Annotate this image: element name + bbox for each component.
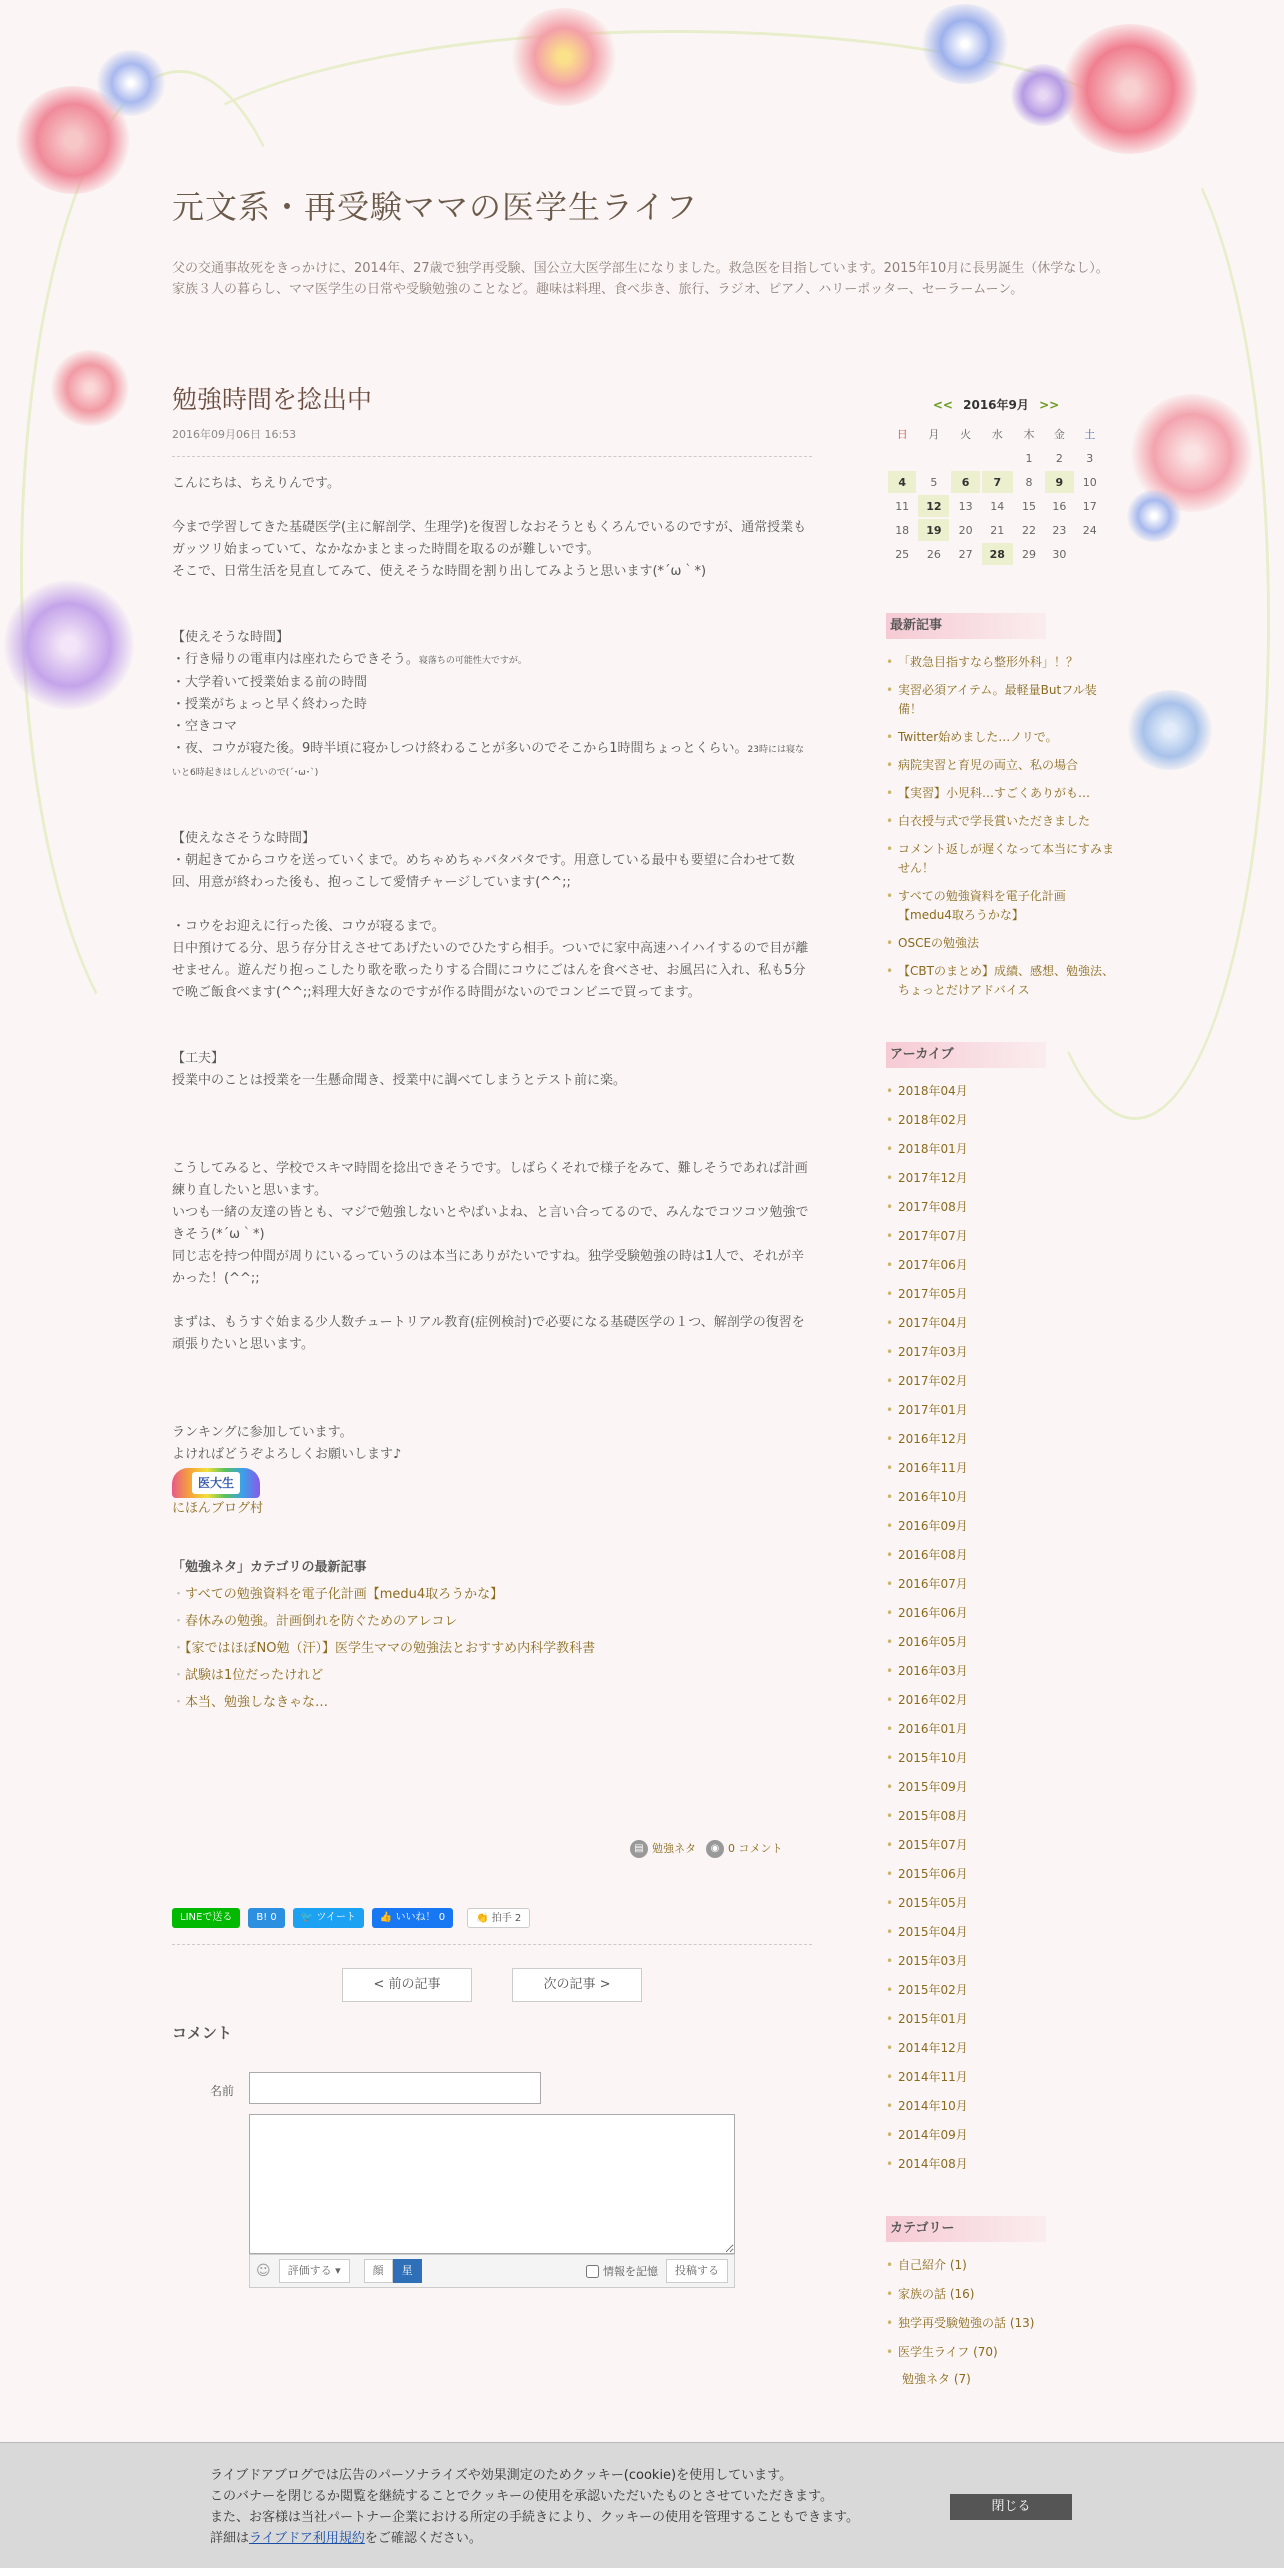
calendar-day: 16 [1052,499,1067,513]
recent-post-link[interactable]: 【実習】小児科…すごくありがも… [898,786,1091,800]
flower-decoration [96,50,166,116]
calendar-day[interactable]: 12 [918,495,949,517]
archive-link[interactable]: 2017年04月 [898,1316,968,1330]
cookie-text: ライブドアブログでは広告のパーソナライズや効果測定のためクッキー(cookie)を使用しています。 このバナーを閉じるか閲覧を継続することでクッキーの使用を承認いただいたものとさせていただきます。 また、お客様は当社パートナー企業における所定の手続きにより、クッキーの使用を管理することもできます。 詳細はライブドア利用規約をご確認ください。 [210,2468,859,2546]
archive-link[interactable]: 2016年12月 [898,1432,968,1446]
calendar-weekday: 水 [991,428,1003,441]
flower-decoration [50,350,130,426]
archive-item [886,1546,1116,1565]
subcategory-link[interactable]: 勉強ネタ (7) [902,2372,971,2386]
note: 寝落ちの可能性大ですが。 [418,656,527,666]
related-link[interactable]: すべての勉強資料を電子化計画【medu4取ろうかな】 [185,1587,504,1602]
list-item: ・コウをお迎えに行った後、コウが寝るまで。 日中預けてる分、思う存分甘えさせてあげたいのでひたすら相手。ついでに家中高速ハイハイするので目が離せません。遊んだり抱っこしたり歌を歌ったりする合間にコウにごはんを食べさせ、お風呂に入れ、私も5分で晩ご飯食べます(^^;;料理大好きなのですが作る時間がないのでコンビニで買ってます。 [172,919,809,1000]
calendar-day [951,447,979,469]
entry-body [172,473,812,1520]
archive-item [886,1836,1116,1855]
archive-item [886,1430,1116,1449]
recent-posts-list [886,653,1116,1000]
article [172,380,812,1716]
recent-post-item [886,653,1116,672]
calendar-day: 2 [1055,451,1063,465]
note: 23時には寝ないと6時起きはしんどいので(´･ω･`) [172,745,804,778]
blog-header [172,182,1112,300]
calendar-weekday: 日 [896,428,908,441]
archive-item [886,1488,1116,1507]
calendar-day: 25 [895,547,910,561]
calendar-day: 24 [1082,523,1097,537]
paragraph: こうしてみると、学校でスキマ時間を捻出できそうです。しばらくそれで様子をみて、難しそうであれば計画練り直したいと思います。 いつも一緒の友達の皆とも、マジで勉強しないとやばいよね、と言い合ってるので、みんなでコツコツ勉強できそう(*´ω｀*) 同じ志を持つ仲間が周りにいるっていうのは本当にありがたいですね。独学受験勉強の時は1人で、それが辛かった！(^^;; [172,1161,809,1286]
calendar-day: 17 [1082,499,1097,513]
calendar-grid [886,421,1106,567]
calendar [886,396,1106,567]
flower-decoration [510,8,618,106]
category-item [886,2256,1116,2275]
recent-post-item [886,812,1116,831]
archive-link[interactable]: 2015年04月 [898,1925,968,1939]
category-list [886,2256,1116,2362]
calendar-day: 1 [1025,451,1033,465]
tweet-button[interactable]: 🐦 ツイート [293,1908,364,1928]
calendar-day: 11 [895,499,910,513]
blog-title[interactable]: 元文系・再受験ママの医学生ライフ [172,188,699,226]
cookie-close-button[interactable]: 閉じる [950,2494,1072,2520]
line-share-button[interactable]: LINEで送る [172,1908,240,1928]
archive-link[interactable]: 2015年03月 [898,1954,968,1968]
entry-date: 2016年09月06日 16:53 [172,426,812,457]
calendar-day[interactable]: 19 [918,519,949,541]
list-item: ・夜、コウが寝た後。9時半頃に寝かしつけ終わることが多いのでそこから1時間ちょっとくらい。23時には寝ないと6時起きはしんどいので(´･ω･`) [172,741,804,778]
archive-item [886,1952,1116,1971]
category-item [886,2285,1116,2304]
mode-face-button[interactable]: 顔 [364,2259,393,2283]
facebook-like-button[interactable]: 👍 いいね！ 0 [372,1908,453,1928]
calendar-day[interactable]: 6 [951,471,979,493]
remember-label: 情報を記憶 [603,2265,658,2278]
archive-item [886,1633,1116,1652]
recent-post-link[interactable]: OSCEの勉強法 [898,936,980,950]
recent-post-item [886,840,1116,878]
remember-checkbox[interactable] [586,2265,599,2278]
emoji-icon[interactable]: ☺ [256,2263,271,2279]
calendar-day[interactable]: 9 [1045,471,1073,493]
archive-link[interactable]: 2016年11月 [898,1461,968,1475]
archive-link[interactable]: 2016年08月 [898,1548,968,1562]
section-heading: 【使えそうな時間】 [172,630,290,645]
archive-list [886,1082,1116,2174]
comment-icon: ◉ [706,1840,724,1858]
recent-post-item [886,681,1116,719]
ranking-banner[interactable]: 医大生 [172,1468,260,1498]
recent-post-link[interactable]: 【CBTのまとめ】成績、感想、勉強法、ちょっとだけアドバイス [898,964,1114,997]
sidebar [886,396,1116,2387]
archive-link[interactable]: 2015年02月 [898,1983,968,1997]
bird-icon: 🐦 [300,1912,314,1923]
calendar-day: 21 [990,523,1005,537]
share-buttons [172,1908,812,1945]
archive-item [886,2010,1116,2029]
related-item [172,1662,812,1689]
archive-item [886,2039,1116,2058]
recent-post-item [886,962,1116,1000]
archive-item [886,1140,1116,1159]
archive-link[interactable]: 2014年09月 [898,2128,968,2142]
recent-post-item [886,784,1116,803]
archive-link[interactable]: 2015年05月 [898,1896,968,1910]
archive-link[interactable]: 2014年08月 [898,2157,968,2171]
folder-icon: ▤ [630,1840,648,1858]
archive-link[interactable]: 2015年01月 [898,2012,968,2026]
archive-link[interactable]: 2014年12月 [898,2041,968,2055]
flower-decoration [4,580,134,710]
calendar-day[interactable]: 7 [982,471,1013,493]
calendar-day: 23 [1052,523,1067,537]
terms-link[interactable]: ライブドア利用規約 [249,2531,365,2546]
list-item: ・授業がちょっと早く終わった時 [172,697,367,712]
comment-meta [706,1840,783,1858]
archive-item [886,1923,1116,1942]
calendar-day: 13 [958,499,973,513]
calendar-header [886,396,1106,413]
related-item [172,1635,812,1662]
calendar-day: 10 [1082,475,1097,489]
flower-decoration [1130,394,1254,512]
recent-post-link[interactable]: 「救急目指すなら整形外科」！？ [898,655,1079,669]
archive-item [886,1865,1116,1884]
archive-item [886,2155,1116,2174]
archive-link[interactable]: 2018年02月 [898,1113,968,1127]
ranking-link[interactable]: にほんブログ村 [172,1501,264,1516]
category-heading: カテゴリー [886,2216,1046,2242]
recent-post-link[interactable]: コメント返しが遅くなって本当にすみません！ [898,842,1115,875]
category-link[interactable]: 勉強ネタ [652,1842,696,1855]
clap-icon: 👏 [476,1913,489,1924]
related-link[interactable]: 試験は1位だったけれど [185,1668,324,1683]
recent-post-link[interactable]: 病院実習と育児の両立、私の場合 [898,758,1079,772]
archive-item [886,1111,1116,1130]
archive-item [886,1517,1116,1536]
calendar-day: 30 [1052,547,1067,561]
archive-link[interactable]: 2017年06月 [898,1258,968,1272]
calendar-day[interactable]: 4 [888,471,916,493]
archive-item [886,2126,1116,2145]
category-item [886,2314,1116,2333]
recent-post-item [886,728,1116,747]
archive-item [886,1343,1116,1362]
archive-link[interactable]: 2015年06月 [898,1867,968,1881]
related-item [172,1689,812,1716]
archive-item [886,1981,1116,2000]
related-link[interactable]: 【家ではほぼNO勉（汗）】医学生ママの勉強法とおすすめ内科学教科書 [185,1641,596,1656]
paragraph: ランキングに参加しています。 [172,1425,353,1440]
calendar-weekday: 月 [928,428,940,441]
comment-textarea[interactable] [249,2114,735,2254]
butterfly-decoration [1126,690,1214,770]
calendar-day[interactable]: 28 [982,543,1013,565]
related-item [172,1581,812,1608]
name-input[interactable] [249,2072,541,2104]
list-item: ・空きコマ [172,719,238,734]
category-item [886,2343,1116,2362]
archive-item [886,1401,1116,1420]
archive-link[interactable]: 2016年02月 [898,1693,968,1707]
archive-link[interactable]: 2016年03月 [898,1664,968,1678]
related-item [172,1608,812,1635]
calendar-day [888,447,916,469]
rate-select[interactable]: 評価する ▾ [279,2259,350,2283]
archive-item [886,1198,1116,1217]
recent-posts-heading: 最新記事 [886,613,1046,639]
recent-post-item [886,756,1116,775]
archive-link[interactable]: 2018年04月 [898,1084,968,1098]
archive-item [886,1749,1116,1768]
archive-link[interactable]: 2018年01月 [898,1142,968,1156]
next-article-button[interactable]: 次の記事 > [512,1968,642,2002]
calendar-day [918,447,949,469]
archive-link[interactable]: 2014年10月 [898,2099,968,2113]
archive-link[interactable]: 2017年05月 [898,1287,968,1301]
archive-item [886,1691,1116,1710]
paragraph: 今まで学習してきた基礎医学(主に解剖学、生理学)を復習しなおそうともくろんでいるのですが、通常授業もガッツリ始まっていて、なかなかまとまった時間を取るのが難しいです。 そこで、日常生活を見直してみて、使えそうな時間を割り出してみようと思います(*´ω｀*) [172,520,807,579]
blog-description: 父の交通事故死をきっかけに、2014年、27歳で独学再受験、国公立大医学部生になりました。救急医を目指しています。2015年10月に長男誕生（休学なし）。家族３人の暮らし、ママ医学生の日常や受験勉強のことなど。趣味は料理、食べ歩き、旅行、ラジオ、ピアノ、ハリーポッター、セーラームーン。 [172,261,1109,297]
list-item: ・朝起きてからコウを送っていくまで。めちゃめちゃバタバタです。用意している最中も要望に合わせて数回、用意が終わった後も、抱っこして愛情チャージしています(^^;; [172,853,795,890]
prev-article-button[interactable]: < 前の記事 [342,1968,472,2002]
related-title: 「勉強ネタ」カテゴリの最新記事 [172,1560,367,1575]
paragraph: まずは、もうすぐ始まる少人数チュートリアル教育(症例検討)で必要になる基礎医学の１つ、解剖学の復習を頑張りたいと思います。 [172,1315,805,1352]
archive-item [886,1894,1116,1913]
subcategory-item [886,2370,1116,2387]
archive-item [886,1227,1116,1246]
flower-decoration [1126,490,1182,542]
calendar-day: 3 [1086,451,1094,465]
recent-post-link[interactable]: すべての勉強資料を電子化計画【medu4取ろうかな】 [898,889,1066,922]
calendar-day: 8 [1025,475,1033,489]
flower-decoration [1060,24,1200,154]
calendar-day: 22 [1022,523,1036,537]
recent-post-link[interactable]: Twitter始めました…ノリで。 [898,730,1058,744]
calendar-day: 27 [958,547,973,561]
archive-item [886,1575,1116,1594]
list-item: ・大学着いて授業始まる前の時間 [172,675,368,690]
hatena-bookmark-button[interactable]: B! 0 [248,1908,284,1928]
flower-decoration [1010,64,1076,126]
archive-link[interactable]: 2015年10月 [898,1751,968,1765]
archive-link[interactable]: 2017年12月 [898,1171,968,1185]
related-articles [172,1556,812,1716]
calendar-day: 20 [958,523,973,537]
archive-link[interactable]: 2016年09月 [898,1519,968,1533]
archive-link[interactable]: 2017年01月 [898,1403,968,1417]
archive-link[interactable]: 2016年01月 [898,1722,968,1736]
calendar-prev-link[interactable]: << [932,398,953,412]
calendar-day [1076,543,1104,565]
archive-link[interactable]: 2016年05月 [898,1635,968,1649]
cookie-banner [0,2442,1284,2568]
archive-item [886,1082,1116,1101]
archive-item [886,2068,1116,2087]
clap-button[interactable]: 👏 拍手 2 [467,1908,530,1928]
archive-item [886,1169,1116,1188]
archive-item [886,1778,1116,1797]
recent-post-item [886,934,1116,953]
archive-link[interactable]: 2016年06月 [898,1606,968,1620]
entry-footer [630,1840,810,1858]
archive-item [886,1720,1116,1739]
archive-link[interactable]: 2014年11月 [898,2070,968,2084]
archive-link[interactable]: 2015年08月 [898,1809,968,1823]
calendar-day: 26 [926,547,941,561]
archive-item [886,1372,1116,1391]
pager [342,1968,642,2002]
calendar-day: 5 [930,475,938,489]
archive-link[interactable]: 2017年03月 [898,1345,968,1359]
archive-link[interactable]: 2016年10月 [898,1490,968,1504]
submit-comment-button[interactable]: 投稿する [666,2259,728,2283]
calendar-day: 15 [1022,499,1036,513]
list-item: 授業中のことは授業を一生懸命聞き、授業中に調べてしまうとテスト前に楽。 [172,1073,626,1088]
calendar-weekday: 金 [1053,428,1065,441]
related-link[interactable]: 本当、勉強しなきゃな… [185,1695,329,1710]
category-meta [630,1840,696,1858]
section-heading: 【使えなさそうな時間】 [172,831,316,846]
calendar-next-link[interactable]: >> [1039,398,1060,412]
section-heading: 【工夫】 [172,1051,225,1066]
related-link[interactable]: 春休みの勉強。計画倒れを防ぐためのアレコレ [185,1614,458,1629]
paragraph: こんにちは、ちえりんです。 [172,476,340,491]
category-link[interactable]: 独学再受験勉強の話 (13) [898,2316,1035,2330]
flower-decoration [14,86,132,194]
entry-title[interactable]: 勉強時間を捻出中 [172,385,373,414]
comment-toolbar [249,2254,735,2288]
category-link[interactable]: 自己紹介 (1) [898,2258,967,2272]
archive-item [886,1285,1116,1304]
calendar-day [982,447,1013,469]
flower-decoration [920,4,1010,84]
archive-item [886,1662,1116,1681]
comments-link[interactable]: 0 コメント [728,1842,783,1855]
recent-post-link[interactable]: 実習必須アイテム。最軽量Butフル装備！ [898,683,1097,716]
calendar-month: 2016年9月 [963,398,1029,412]
chevron-down-icon: ▾ [335,2264,341,2277]
archive-link[interactable]: 2017年02月 [898,1374,968,1388]
archive-link[interactable]: 2015年09月 [898,1780,968,1794]
archive-item [886,1807,1116,1826]
comments-title: コメント [172,2024,233,2042]
list-item: ・行き帰りの電車内は座れたらできそう。寝落ちの可能性大ですが。 [172,652,527,667]
recent-post-link[interactable]: 白衣授与式で学長賞いただきました [898,814,1091,828]
archive-heading: アーカイブ [886,1042,1046,1068]
archive-link[interactable]: 2017年08月 [898,1200,968,1214]
archive-item [886,1459,1116,1478]
archive-link[interactable]: 2015年07月 [898,1838,968,1852]
calendar-day: 14 [990,499,1005,513]
calendar-day: 29 [1022,547,1036,561]
category-link[interactable]: 家族の話 (16) [898,2287,975,2301]
archive-link[interactable]: 2017年07月 [898,1229,968,1243]
archive-item [886,1314,1116,1333]
mode-star-button[interactable]: 星 [393,2259,422,2283]
archive-link[interactable]: 2016年07月 [898,1577,968,1591]
thumbs-up-icon: 👍 [379,1912,393,1923]
calendar-day: 18 [895,523,910,537]
archive-item [886,1256,1116,1275]
archive-item [886,2097,1116,2116]
calendar-weekday: 土 [1084,428,1096,441]
name-label: 名前 [210,2084,235,2098]
calendar-weekday: 火 [960,428,972,441]
category-link[interactable]: 医学生ライフ (70) [898,2345,998,2359]
paragraph: よければどうぞよろしくお願いします♪ [172,1447,402,1462]
archive-item [886,1604,1116,1623]
recent-post-item [886,887,1116,925]
calendar-weekday: 木 [1023,428,1035,441]
